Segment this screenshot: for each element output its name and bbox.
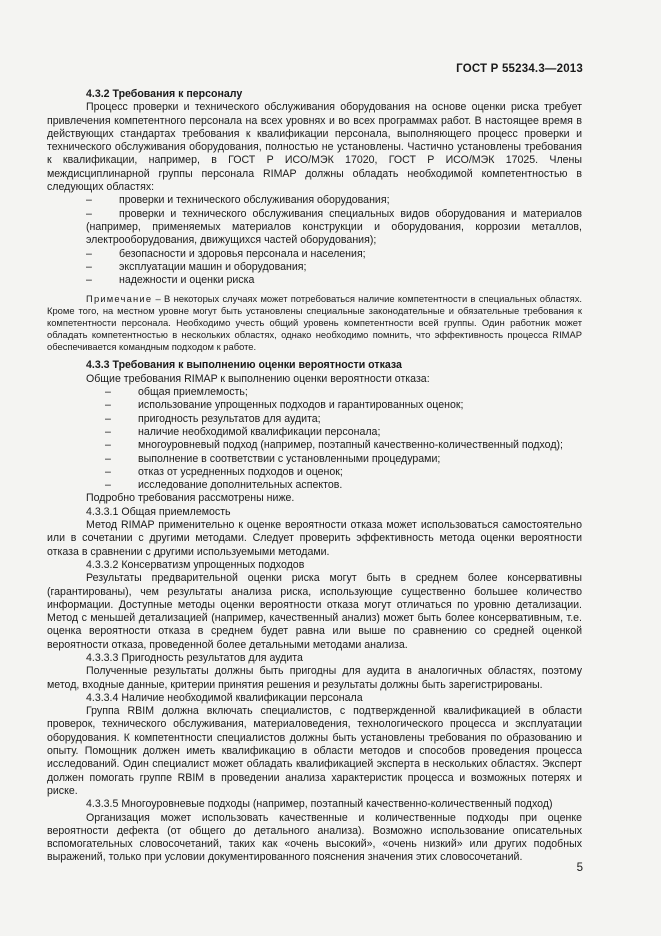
paragraph: Общие требования RIMAP к выполнению оценки вероятности отказа: xyxy=(86,372,430,385)
list-item-text: проверки и технического обслуживания оборудования; xyxy=(119,194,390,207)
dash-marker: – xyxy=(105,412,111,425)
note-label: Примечание xyxy=(86,293,153,305)
list-item-text: проверки и технического обслуживания специальных видов оборудования и материалов (например, применяемых материалов конструкции и оборудования, коррозии металлов, электрооборудования, движущихся частей оборудования); xyxy=(86,207,582,247)
list-item xyxy=(47,274,582,287)
list-item xyxy=(47,386,582,399)
list-item xyxy=(47,261,582,274)
list-item-text: отказ от усредненных подходов и оценок; xyxy=(138,465,343,478)
list-item xyxy=(47,208,582,248)
list-item xyxy=(47,439,582,452)
list-item-text: выполнение в соответствии с установленными процедурами; xyxy=(138,452,441,465)
list-item-text: многоуровневый подход (например, поэтапный качественно-количественный подход); xyxy=(138,439,563,452)
dash-marker: – xyxy=(86,194,92,207)
subsection-heading: 4.3.3.2 Консерватизм упрощенных подходов xyxy=(86,558,305,571)
dash-marker: – xyxy=(105,439,111,452)
list-item xyxy=(47,413,582,426)
list-item-text: безопасности и здоровья персонала и населения; xyxy=(119,247,366,260)
list-item xyxy=(47,466,582,479)
dash-marker: – xyxy=(86,274,92,287)
paragraph: Группа RBIM должна включать специалистов, с подтвержденной квалификацией в области проверок, технического обслуживания, материаловедения, технологического процесса и эксплуатации оборудования. К компетентности специалистов должны быть установлены требования по образованию и опыту. Помощник должен иметь квалификацию в области методов и способов проведения процесса исследований. Один специалист может обладать квалификацией эксперта в нескольких областях. Эксперт должен помогать группе RBIM в проведении анализа характеристик процесса и возможных потерях и риске. xyxy=(47,705,582,797)
dash-marker: – xyxy=(105,479,111,492)
subsection-heading: 4.3.3.4 Наличие необходимой квалификации персонала xyxy=(86,691,363,704)
standard-header: ГОСТ Р 55234.3—2013 xyxy=(456,63,583,75)
dash-marker: – xyxy=(105,386,111,399)
list-item xyxy=(47,426,582,439)
dash-marker: – xyxy=(105,399,111,412)
dash-marker: – xyxy=(86,207,92,220)
list-item xyxy=(47,399,582,412)
list-item-text: эксплуатации машин и оборудования; xyxy=(119,260,307,273)
note xyxy=(47,293,582,353)
document-body xyxy=(47,88,582,865)
page-number: 5 xyxy=(576,862,583,874)
paragraph: Метод RIMAP применительно к оценке вероятности отказа может использоваться самостоятельно или в сочетании с другими методами. Следует проверить эффективность метода оценки вероятности отказа в сравнении с другими используемыми методами. xyxy=(47,519,582,558)
dash-marker: – xyxy=(105,452,111,465)
section-heading: 4.3.2 Требования к персоналу xyxy=(86,88,243,100)
paragraph: Результаты предварительной оценки риска могут быть в среднем более консервативны (гарантированы), чем результаты анализа риска, использующие существенно большее количество информации. Доступные методы оценки вероятности отказа могут отличаться по уровню детализации. Метод с меньшей детализацией (например, качественный анализ) может быть более консервативным, т.е. оценка вероятности отказа в среднем будет равна или выше по сравнению со средней оценкой вероятности отказа, проведенной более детальными методами анализа. xyxy=(47,572,582,651)
subsection-heading: 4.3.3.5 Многоуровневые подходы (например, поэтапный качественно-количественный подход) xyxy=(86,798,553,811)
dash-marker: – xyxy=(105,465,111,478)
dash-marker: – xyxy=(105,425,111,438)
list-item-text: общая приемлемость; xyxy=(138,386,248,399)
paragraph: Организация может использовать качественные и количественные подходы при оценке вероятности дефекта (от общего до детального анализа). Возможно использование описательных вспомогательных словосочетаний, таких как «очень высокий», «очень низкий» или других подобных выражений, только при условии документированного пояснения значения этих словосочетаний. xyxy=(47,811,582,864)
dash-marker: – xyxy=(86,247,92,260)
list-item-text: надежности и оценки риска xyxy=(119,274,255,287)
list-item xyxy=(47,453,582,466)
list-item-text: наличие необходимой квалификации персонала; xyxy=(138,425,381,438)
paragraph: Подробно требования рассмотрены ниже. xyxy=(86,492,295,505)
paragraph: Процесс проверки и технического обслуживания оборудования на основе оценки риска требует привлечения компетентного персонала на всех уровнях и во всех программах работ. В настоящее время в действующих стандартах требования к квалификации персонала, выполняющего процесс проверки и технического обслуживания оборудования, полностью не установлены. Частично установлены требования к квалификации, например, в ГОСТ Р ИСО/МЭК 17020, ГОСТ Р ИСО/МЭК 17025. Члены междисциплинарной группы персонала RIMAP должны обладать необходимой компетентностью в следующих областях: xyxy=(47,101,582,194)
dash-marker: – xyxy=(86,260,92,273)
list-item xyxy=(47,194,582,207)
list-item-text: использование упрощенных подходов и гарантированных оценок; xyxy=(138,399,464,412)
list-item-text: пригодность результатов для аудита; xyxy=(138,412,321,425)
subsection-heading: 4.3.3.3 Пригодность результатов для аудита xyxy=(86,651,303,664)
note-text: – В некоторых случаях может потребоваться наличие компетентности в специальных областях. Кроме того, на местном уровне могут быть установлены специальные законодательные и обязательные требования к компетентности персонала. Необходимо учесть общий уровень компетентности всей группы. Один работник может обладать компетентностью в нескольких областях, однако необходимо помнить, что эффективность процесса RIMAP обеспечивается командным подходом к работе. xyxy=(47,293,582,353)
list-item xyxy=(47,479,582,492)
section-heading: 4.3.3 Требования к выполнению оценки вероятности отказа xyxy=(86,359,402,372)
list-item-text: исследование дополнительных аспектов. xyxy=(138,479,343,492)
list-item xyxy=(47,248,582,261)
paragraph: Полученные результаты должны быть пригодны для аудита в аналогичных областях, поэтому метод, входные данные, критерии принятия решения и результаты должны быть зарегистрированы. xyxy=(47,665,582,691)
subsection-heading: 4.3.3.1 Общая приемлемость xyxy=(86,505,231,518)
